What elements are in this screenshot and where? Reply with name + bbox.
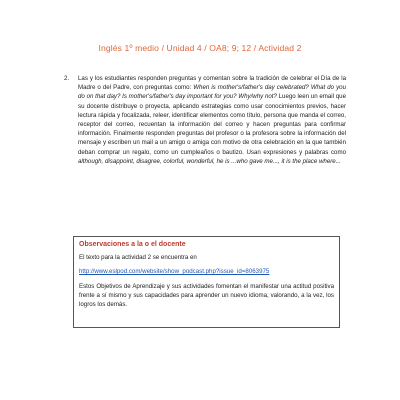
page-header <box>0 43 400 53</box>
item-number: 2. <box>64 75 70 82</box>
item-text-main: Luego leen un email que su docente distribuye o proyecta, aplicando estrategias como usar conocimientos previos, hacer lectura rápida y focalizada, releer, identificar elementos como título, persona que manda el correo, receptor del correo, recuentan la información del correo y hacen preguntas para confirmar información. Finalmente responden preguntas del profesor o la profesora sobre la información del mensaje y escriben un mail a un amigo o amiga con motivo de otra celebración en la que también deban comprar un regalo, como un cumpleaños o bautizo. Usan expresiones y palabras como <box>78 93 347 156</box>
item-text-intro: Las y los estudiantes responden preguntas y comentan sobre la tradición de celebrar el Día de la Madre o del Padre, con preguntas como: <box>78 75 346 92</box>
header-separator: / <box>201 43 210 53</box>
podcast-link[interactable]: http://www.eslpod.com/website/show_podcast.php?issue_id=8063975 <box>79 268 270 276</box>
observations-title: Observaciones a la o el docente <box>79 241 186 248</box>
activity-item <box>64 74 346 166</box>
header-subject: Inglés 1º medio <box>98 43 160 53</box>
header-unit: Unidad 4 <box>166 43 202 53</box>
item-words: although, disappoint, disagree, colorful, wonderful, he is ...who gave me..., it is the place where... <box>78 157 341 165</box>
observations-box <box>73 236 340 328</box>
header-separator: / <box>159 43 167 53</box>
item-body <box>78 74 346 166</box>
header-activity: Actividad 2 <box>258 43 302 53</box>
header-separator: / <box>251 43 259 53</box>
header-oa: OA8; 9; 12 <box>209 43 252 53</box>
observations-intro: El texto para la actividad 2 se encuentra en <box>79 254 197 262</box>
item-questions: When is mother's/father's day celebrated? What do you do on that day? Is mother's/father's day important for you? Why/why not? <box>78 84 346 101</box>
observations-closing: Estos Objetivos de Aprendizaje y sus actividades fomentan el manifestar una actitud positiva frente a sí mismo y sus capacidades para aprender un nuevo idioma, valorando, a la vez, los logros los demás. <box>79 282 334 309</box>
